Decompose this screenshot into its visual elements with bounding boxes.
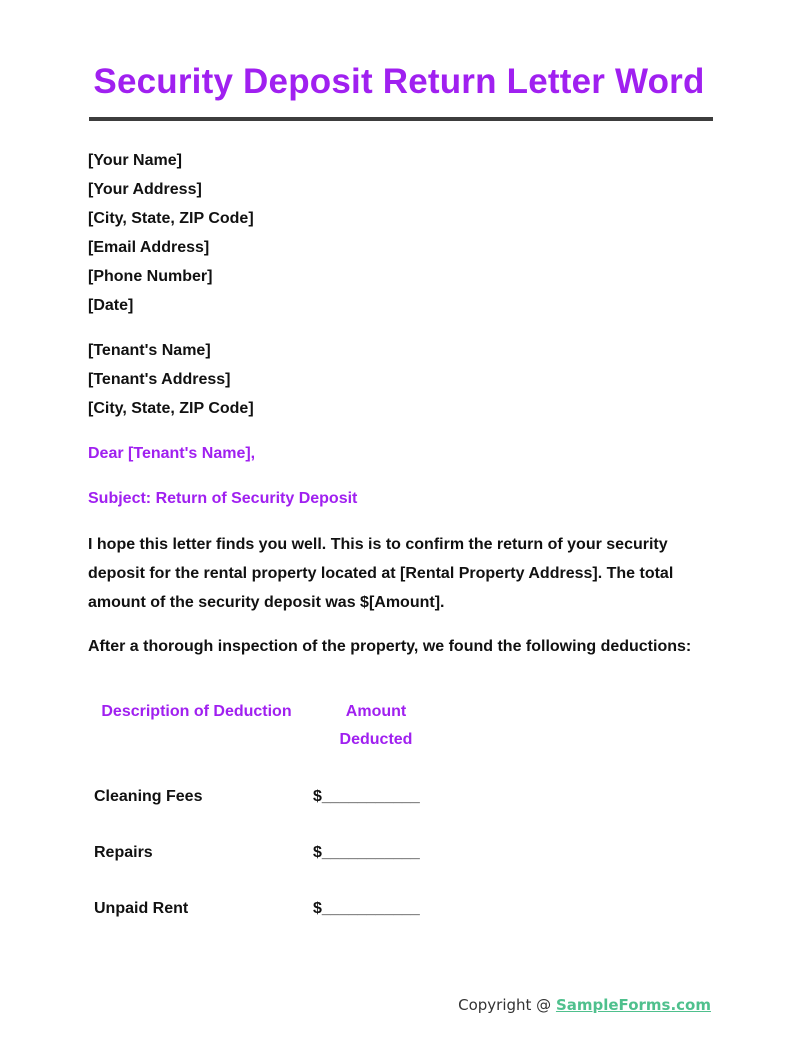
body-paragraph-2: After a thorough inspection of the property, we found the following deductions: [88,638,692,655]
sender-address-block [88,146,254,320]
salutation-block [88,439,255,468]
sender-address: [Your Address] [88,181,202,198]
table-row-description: Repairs [94,844,153,861]
subject-line: Subject: Return of Security Deposit [88,490,358,507]
copyright-footer [458,996,711,1014]
recipient-address-block [88,336,254,423]
subject-block [88,484,357,513]
table-header-amount: Amount Deducted [339,703,413,748]
tenant-name: [Tenant's Name] [88,342,211,359]
sender-email: [Email Address] [88,239,210,256]
tenant-address: [Tenant's Address] [88,371,231,388]
brand-link[interactable]: SampleForms.com [555,996,711,1014]
document-title: Security Deposit Return Letter Word [93,62,705,101]
body-paragraph-1: I hope this letter finds you well. This is to confirm the return of your security deposit for the rental property located at [Rental Property Address]. The total amount of the security deposit was $[Amount]. [88,536,674,611]
letter-date: [Date] [88,297,134,314]
table-row-amount: $___________ [313,844,420,861]
tenant-city-state-zip: [City, State, ZIP Code] [88,400,254,417]
table-row-amount: $___________ [313,788,420,805]
sender-name: [Your Name] [88,152,182,169]
title-divider [89,117,713,121]
salutation: Dear [Tenant's Name], [88,445,256,462]
table-header-description: Description of Deduction [101,703,292,720]
table-row-description: Unpaid Rent [94,900,189,917]
table-row-amount: $___________ [313,900,420,917]
copyright-text: Copyright @ [458,996,556,1014]
sender-city-state-zip: [City, State, ZIP Code] [88,210,254,227]
table-row-description: Cleaning Fees [94,788,203,805]
sender-phone: [Phone Number] [88,268,213,285]
